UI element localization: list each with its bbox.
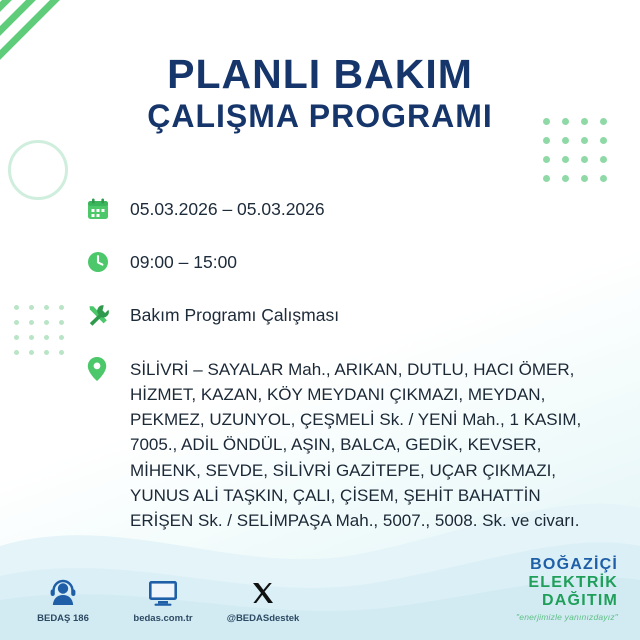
contact-website-label: bedas.com.tr bbox=[133, 613, 193, 624]
dot-grid-left-decoration bbox=[14, 305, 69, 360]
calendar-icon bbox=[86, 196, 130, 227]
footer bbox=[0, 556, 640, 628]
brand-slogan: "enerjimizle yanınızdayız" bbox=[516, 612, 618, 622]
brand-logo bbox=[516, 556, 618, 622]
contact-phone[interactable] bbox=[26, 576, 100, 624]
circle-outline-decoration bbox=[8, 140, 68, 200]
contact-phone-label: BEDAŞ 186 bbox=[37, 613, 89, 624]
info-row-work bbox=[86, 302, 606, 333]
monitor-icon bbox=[126, 576, 200, 610]
date-text: 05.03.2026 – 05.03.2026 bbox=[130, 199, 325, 219]
contact-twitter-label: @BEDASdestek bbox=[226, 613, 300, 624]
contact-website[interactable] bbox=[126, 576, 200, 624]
headset-icon bbox=[26, 576, 100, 610]
work-text: Bakım Programı Çalışması bbox=[130, 305, 340, 325]
footer-contacts bbox=[26, 576, 300, 624]
info-row-location bbox=[86, 355, 606, 533]
info-row-time bbox=[86, 249, 606, 280]
title-line-2: ÇALIŞMA PROGRAMI bbox=[147, 98, 493, 135]
tools-icon bbox=[86, 302, 130, 333]
time-text: 09:00 – 15:00 bbox=[130, 252, 238, 272]
page-title bbox=[0, 52, 640, 136]
info-row-date bbox=[86, 196, 606, 227]
contact-twitter[interactable] bbox=[226, 576, 300, 624]
location-text: SİLİVRİ – SAYALAR Mah., ARIKAN, DUTLU, HACI ÖMER, HİZMET, KAZAN, KÖY MEYDANI ÇIKMAZI, MEYDAN, PEKMEZ, UZUNYOL, ÇEŞMELİ Sk. / YENİ Mah., 1 KASIM, 7005., ADİL ÖNDÜL, AŞIN, BALCA, GEDİK, KEVSER, MİHENK, SEVDE, SİLİVRİ GAZİTEPE, UÇAR ÇIKMAZI, YUNUS ALİ TAŞKIN, ÇALI, ÇİSEM, ŞEHİT BAHATTİN ERİŞEN Sk. / SELİMPAŞA Mah., 5007., 5008. Sk. ve civarı. bbox=[130, 360, 582, 530]
map-pin-icon bbox=[86, 355, 130, 386]
info-list bbox=[86, 196, 606, 533]
brand-line-2: ELEKTRİK bbox=[528, 574, 618, 592]
brand-line-1: BOĞAZİÇİ bbox=[530, 556, 618, 574]
brand-line-3: DAĞITIM bbox=[542, 592, 618, 610]
clock-icon bbox=[86, 249, 130, 280]
x-twitter-icon bbox=[226, 576, 300, 610]
title-line-1: PLANLI BAKIM bbox=[167, 51, 473, 97]
